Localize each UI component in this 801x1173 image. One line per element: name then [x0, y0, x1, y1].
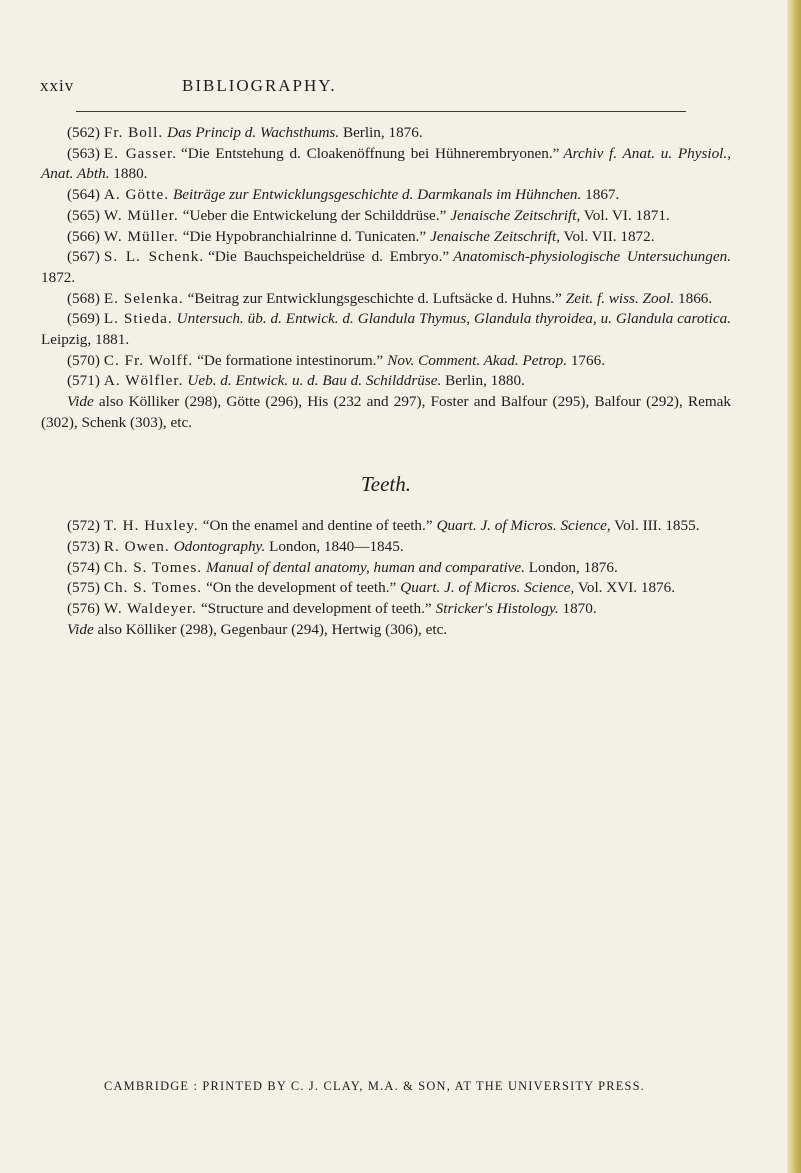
entry-details: 1872. [41, 268, 76, 286]
entry-details: Vol. VII. 1872. [560, 227, 655, 245]
entry-publication: Jenaische Zeitschrift, [450, 206, 581, 224]
entry-publication: Jenaische Zeitschrift, [430, 227, 561, 245]
vide-text: also Kölliker (298), Gegenbaur (294), Hertwig (306), etc. [93, 620, 448, 638]
entry-details: Vol. III. 1855. [610, 517, 700, 535]
entry-details: 1866. [674, 289, 713, 307]
entry-number: (575) [67, 579, 100, 597]
entry-number: (563) [67, 144, 100, 162]
page-number: xxiv [40, 76, 75, 95]
entry-publication: Das Princip d. Wachsthums. [167, 124, 340, 141]
teeth-list [41, 516, 731, 620]
entry-title: “Structure and development of teeth.” [200, 600, 432, 618]
bibliography-entry [41, 371, 731, 392]
entry-number: (572) [67, 517, 100, 535]
entry-publication: Quart. J. of Micros. Science, [400, 579, 575, 597]
entry-details: 1870. [558, 600, 597, 618]
entry-number: (569) [67, 310, 100, 328]
entry-details: 1867. [581, 186, 620, 204]
entry-publication: Quart. J. of Micros. Science, [436, 517, 611, 535]
running-title: BIBLIOGRAPHY. [182, 76, 337, 95]
entry-publication: Stricker's Histology. [435, 600, 559, 618]
bibliography-entry [41, 247, 731, 288]
entry-title: “On the enamel and dentine of teeth.” [202, 517, 433, 535]
bibliography-entry [41, 123, 731, 144]
vide-note [41, 392, 731, 433]
entry-number: (573) [67, 537, 100, 555]
entry-author: W. Müller. [103, 227, 179, 245]
entry-number: (570) [67, 351, 100, 369]
bibliography-content [41, 123, 731, 640]
bibliography-entry [41, 578, 731, 599]
entry-author: W. Müller. [103, 206, 179, 224]
entry-publication: Odontography. [173, 537, 266, 555]
entry-title: “Die Entstehung d. Cloakenöffnung bei Hühnerembryonen.” [181, 144, 560, 162]
page-edge-shadow [787, 0, 801, 1173]
entry-number: (565) [67, 206, 100, 224]
entry-title: “On the development of teeth.” [206, 579, 397, 597]
vide-label: Vide [67, 393, 94, 411]
entry-details: 1766. [567, 351, 605, 369]
entry-number: (564) [67, 186, 100, 204]
header-rule [76, 111, 686, 112]
bibliography-entry [41, 206, 731, 227]
bibliography-entry [41, 309, 731, 350]
entry-number: (562) [67, 124, 100, 141]
entry-author: A. Götte. [103, 186, 170, 204]
entry-number: (566) [67, 227, 100, 245]
entry-details: 1880. [109, 165, 148, 183]
bibliography-entry [41, 185, 731, 206]
entry-details: London, 1840—1845. [265, 537, 404, 555]
bibliography-list [41, 123, 731, 392]
section-heading-teeth: Teeth. [361, 471, 411, 496]
entry-author: Ch. S. Tomes. [103, 579, 203, 597]
entry-author: A. Wölfler. [103, 372, 184, 390]
bibliography-entry [41, 289, 731, 310]
entry-title: “De formatione intestinorum.” [197, 351, 384, 369]
printer-footer: CAMBRIDGE : PRINTED BY C. J. CLAY, M.A. & SON, AT THE UNIVERSITY PRESS. [104, 1079, 645, 1093]
entry-details: Berlin, 1876. [339, 124, 423, 141]
entry-author: E. Gasser. [103, 144, 177, 162]
entry-title: “Die Bauchspeicheldrüse d. Embryo.” [208, 248, 450, 266]
teeth-vide-note [41, 620, 731, 641]
bibliography-entry [41, 351, 731, 372]
entry-author: Fr. Boll. [103, 124, 164, 141]
entry-details: Vol. VI. 1871. [580, 206, 670, 224]
entry-author: Ch. S. Tomes. [103, 558, 203, 576]
vide-label: Vide [67, 620, 94, 638]
entry-title: “Ueber die Entwickelung der Schilddrüse.” [182, 206, 447, 224]
entry-details: Vol. XVI. 1876. [574, 579, 676, 597]
entry-author: W. Waldeyer. [103, 600, 197, 618]
entry-number: (571) [67, 372, 100, 390]
entry-number: (567) [67, 248, 100, 266]
bibliography-entry [41, 516, 731, 537]
entry-publication: Nov. Comment. Akad. Petrop. [387, 351, 568, 369]
entry-author: S. L. Schenk. [103, 248, 205, 266]
bibliography-entry [41, 227, 731, 248]
entry-publication: Zeit. f. wiss. Zool. [565, 289, 675, 307]
entry-number: (568) [67, 289, 100, 307]
bibliography-entry [41, 599, 731, 620]
entry-publication: Untersuch. üb. d. Entwick. d. Glandula Thymus, Glandula thyroidea, u. Glandula carotica. [176, 310, 732, 328]
entry-author: C. Fr. Wolff. [103, 351, 194, 369]
entry-publication: Ueb. d. Entwick. u. d. Bau d. Schilddrüse. [187, 372, 442, 390]
entry-author: R. Owen. [103, 537, 170, 555]
entry-title: “Beitrag zur Entwicklungsgeschichte d. Luftsäcke d. Huhns.” [187, 289, 562, 307]
entry-details: Leipzig, 1881. [41, 331, 130, 349]
page-header [40, 76, 760, 100]
entry-publication: Anatomisch-physiologische Untersuchungen. [453, 248, 732, 266]
entry-details: London, 1876. [524, 558, 618, 576]
bibliography-entry [41, 537, 731, 558]
entry-author: L. Stieda. [103, 310, 173, 328]
entry-author: T. H. Huxley. [103, 517, 199, 535]
bibliography-entry [41, 144, 731, 185]
entry-publication: Beiträge zur Entwicklungsgeschichte d. Darmkanals im Hühnchen. [173, 186, 582, 204]
entry-number: (574) [67, 558, 100, 576]
entry-number: (576) [67, 600, 100, 618]
entry-details: Berlin, 1880. [441, 372, 525, 390]
entry-author: E. Selenka. [103, 289, 184, 307]
entry-publication: Archiv f. Anat. u. Physiol., Anat. Abth. [41, 144, 731, 183]
bibliography-entry [41, 558, 731, 579]
entry-publication: Manual of dental anatomy, human and comparative. [206, 558, 525, 576]
entry-title: “Die Hypobranchialrinne d. Tunicaten.” [182, 227, 427, 245]
vide-text: also Kölliker (298), Götte (296), His (232 and 297), Foster and Balfour (295), Balfour (292), Remak (302), Schenk (303), etc. [41, 393, 731, 431]
